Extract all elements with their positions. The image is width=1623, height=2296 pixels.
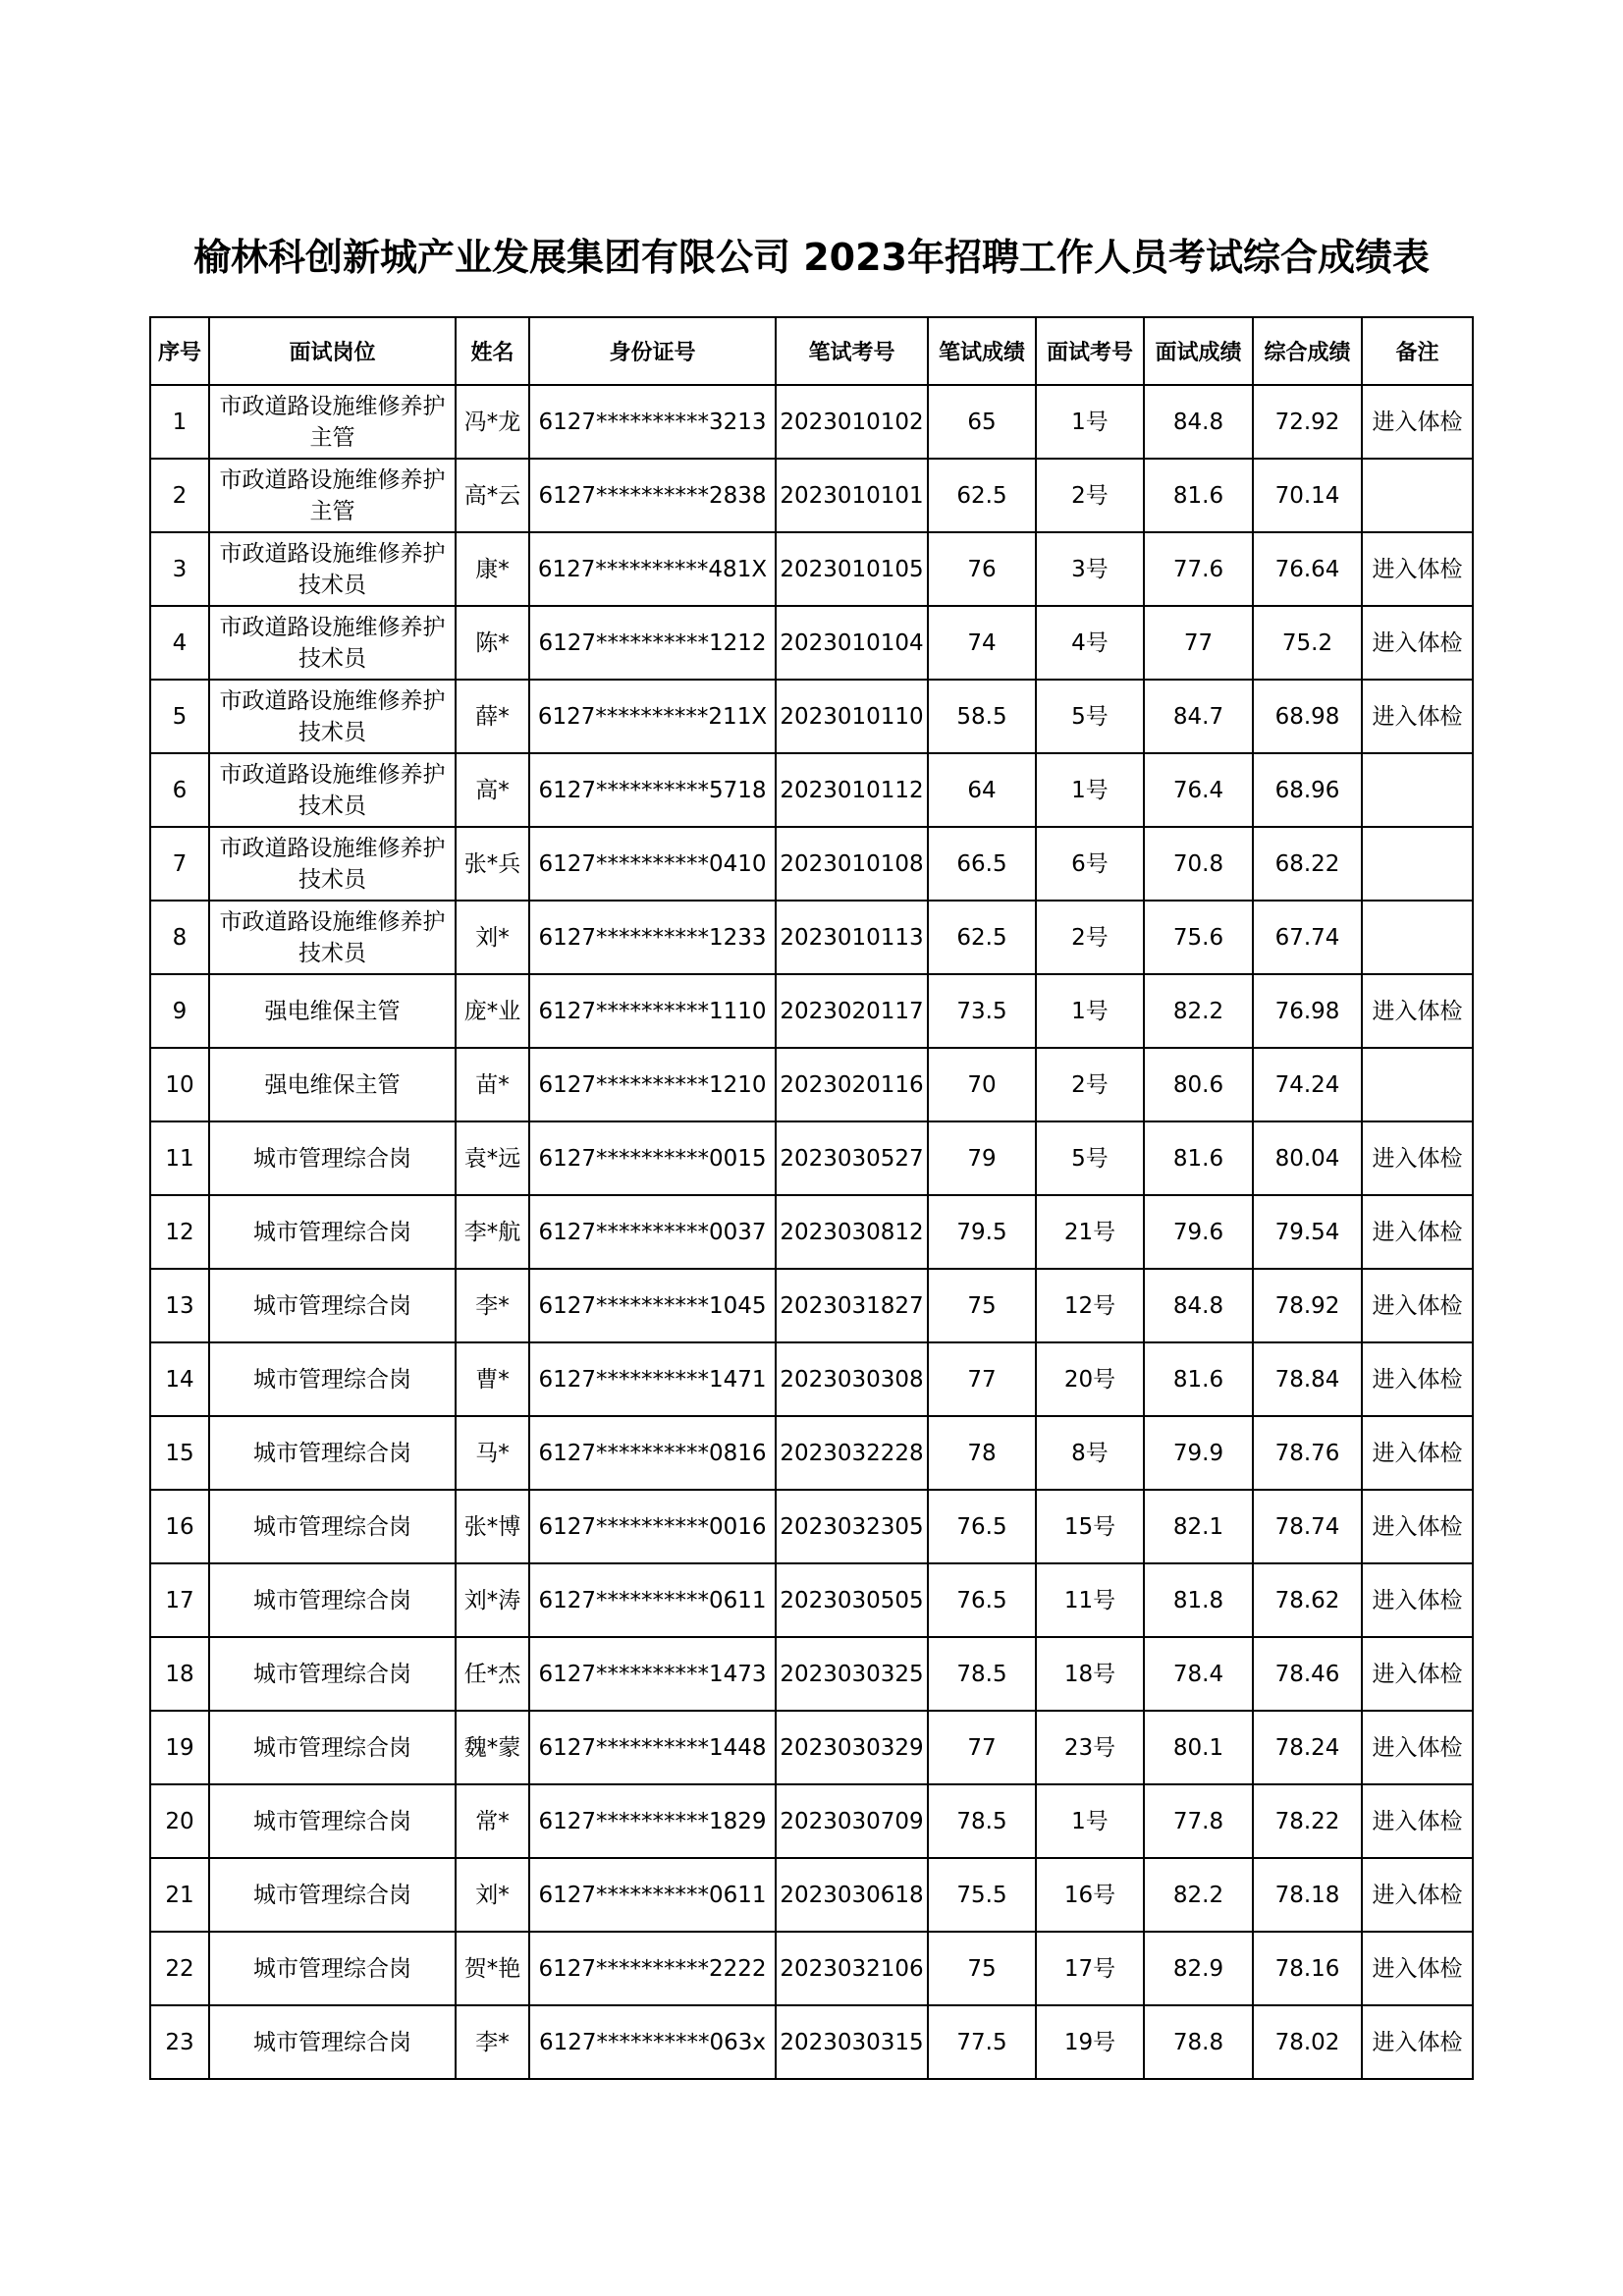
cell-name: 高* (456, 753, 529, 827)
cell-total-score: 75.2 (1253, 606, 1362, 680)
cell-interview-score: 77.8 (1144, 1784, 1253, 1858)
cell-interview-score: 81.6 (1144, 1342, 1253, 1416)
cell-position: 市政道路设施维修养护技术员 (209, 753, 456, 827)
table-row (150, 1342, 1473, 1416)
cell-interview-score: 76.4 (1144, 753, 1253, 827)
cell-interview-score: 82.1 (1144, 1490, 1253, 1563)
cell-interview-number: 20号 (1036, 1342, 1144, 1416)
cell-written-score: 78.5 (928, 1637, 1036, 1711)
cell-remarks: 进入体检 (1362, 1563, 1473, 1637)
cell-position: 城市管理综合岗 (209, 1490, 456, 1563)
cell-interview-score: 84.8 (1144, 1269, 1253, 1342)
cell-name: 高*云 (456, 459, 529, 532)
cell-written-exam-number: 2023030325 (776, 1637, 928, 1711)
cell-interview-score: 75.6 (1144, 901, 1253, 974)
cell-name: 魏*蒙 (456, 1711, 529, 1784)
cell-interview-score: 81.6 (1144, 459, 1253, 532)
cell-name: 常* (456, 1784, 529, 1858)
cell-seq: 13 (150, 1269, 209, 1342)
cell-total-score: 79.54 (1253, 1195, 1362, 1269)
cell-total-score: 78.62 (1253, 1563, 1362, 1637)
cell-interview-number: 21号 (1036, 1195, 1144, 1269)
cell-interview-number: 19号 (1036, 2005, 1144, 2079)
table-row (150, 974, 1473, 1048)
cell-position: 城市管理综合岗 (209, 1711, 456, 1784)
cell-written-exam-number: 2023032228 (776, 1416, 928, 1490)
cell-id-number: 6127**********063x (529, 2005, 776, 2079)
cell-total-score: 78.18 (1253, 1858, 1362, 1932)
cell-name: 张*博 (456, 1490, 529, 1563)
cell-total-score: 78.76 (1253, 1416, 1362, 1490)
cell-written-score: 77.5 (928, 2005, 1036, 2079)
cell-id-number: 6127**********0611 (529, 1858, 776, 1932)
cell-written-exam-number: 2023010101 (776, 459, 928, 532)
cell-written-score: 78 (928, 1416, 1036, 1490)
cell-seq: 22 (150, 1932, 209, 2005)
cell-remarks: 进入体检 (1362, 1416, 1473, 1490)
cell-id-number: 6127**********5718 (529, 753, 776, 827)
cell-interview-score: 77 (1144, 606, 1253, 680)
cell-total-score: 78.92 (1253, 1269, 1362, 1342)
cell-id-number: 6127**********3213 (529, 385, 776, 459)
cell-total-score: 78.46 (1253, 1637, 1362, 1711)
cell-seq: 14 (150, 1342, 209, 1416)
cell-name: 李* (456, 2005, 529, 2079)
cell-total-score: 67.74 (1253, 901, 1362, 974)
cell-written-score: 75.5 (928, 1858, 1036, 1932)
cell-seq: 11 (150, 1121, 209, 1195)
cell-written-score: 75 (928, 1932, 1036, 2005)
cell-interview-number: 17号 (1036, 1932, 1144, 2005)
cell-total-score: 68.98 (1253, 680, 1362, 753)
header-remarks: 备注 (1362, 317, 1473, 385)
cell-total-score: 70.14 (1253, 459, 1362, 532)
cell-interview-number: 2号 (1036, 459, 1144, 532)
cell-total-score: 78.74 (1253, 1490, 1362, 1563)
cell-written-score: 70 (928, 1048, 1036, 1121)
cell-remarks: 进入体检 (1362, 532, 1473, 606)
cell-written-exam-number: 2023030308 (776, 1342, 928, 1416)
cell-interview-score: 82.2 (1144, 1858, 1253, 1932)
cell-position: 市政道路设施维修养护技术员 (209, 901, 456, 974)
cell-id-number: 6127**********0016 (529, 1490, 776, 1563)
table-body (150, 385, 1473, 2079)
cell-written-exam-number: 2023010110 (776, 680, 928, 753)
cell-written-exam-number: 2023030812 (776, 1195, 928, 1269)
cell-interview-number: 12号 (1036, 1269, 1144, 1342)
cell-written-score: 78.5 (928, 1784, 1036, 1858)
cell-position: 城市管理综合岗 (209, 1342, 456, 1416)
cell-seq: 21 (150, 1858, 209, 1932)
cell-total-score: 74.24 (1253, 1048, 1362, 1121)
cell-remarks: 进入体检 (1362, 1342, 1473, 1416)
cell-interview-number: 5号 (1036, 1121, 1144, 1195)
cell-total-score: 76.98 (1253, 974, 1362, 1048)
table-row (150, 680, 1473, 753)
cell-position: 城市管理综合岗 (209, 1784, 456, 1858)
cell-interview-score: 79.9 (1144, 1416, 1253, 1490)
cell-total-score: 72.92 (1253, 385, 1362, 459)
cell-written-exam-number: 2023030329 (776, 1711, 928, 1784)
cell-seq: 23 (150, 2005, 209, 2079)
cell-seq: 1 (150, 385, 209, 459)
cell-remarks: 进入体检 (1362, 385, 1473, 459)
cell-remarks: 进入体检 (1362, 974, 1473, 1048)
cell-remarks: 进入体检 (1362, 1121, 1473, 1195)
cell-written-exam-number: 2023030505 (776, 1563, 928, 1637)
cell-position: 城市管理综合岗 (209, 1637, 456, 1711)
cell-total-score: 78.24 (1253, 1711, 1362, 1784)
cell-total-score: 78.16 (1253, 1932, 1362, 2005)
cell-name: 李*航 (456, 1195, 529, 1269)
cell-interview-score: 79.6 (1144, 1195, 1253, 1269)
table-row (150, 1269, 1473, 1342)
cell-position: 城市管理综合岗 (209, 1195, 456, 1269)
cell-written-score: 77 (928, 1342, 1036, 1416)
cell-interview-number: 1号 (1036, 385, 1144, 459)
cell-remarks: 进入体检 (1362, 1711, 1473, 1784)
cell-interview-score: 70.8 (1144, 827, 1253, 901)
table-row (150, 1784, 1473, 1858)
cell-written-exam-number: 2023010113 (776, 901, 928, 974)
table-row (150, 753, 1473, 827)
cell-id-number: 6127**********0037 (529, 1195, 776, 1269)
cell-position: 城市管理综合岗 (209, 1269, 456, 1342)
table-row (150, 385, 1473, 459)
cell-interview-number: 4号 (1036, 606, 1144, 680)
cell-written-score: 74 (928, 606, 1036, 680)
cell-seq: 6 (150, 753, 209, 827)
cell-id-number: 6127**********0816 (529, 1416, 776, 1490)
cell-remarks: 进入体检 (1362, 1858, 1473, 1932)
cell-interview-score: 80.6 (1144, 1048, 1253, 1121)
table-row (150, 1711, 1473, 1784)
cell-id-number: 6127**********211X (529, 680, 776, 753)
header-interview-number: 面试考号 (1036, 317, 1144, 385)
document-title: 榆林科创新城产业发展集团有限公司 2023年招聘工作人员考试综合成绩表 (193, 236, 1430, 279)
cell-total-score: 78.02 (1253, 2005, 1362, 2079)
cell-written-score: 77 (928, 1711, 1036, 1784)
cell-written-score: 62.5 (928, 901, 1036, 974)
cell-remarks: 进入体检 (1362, 2005, 1473, 2079)
cell-id-number: 6127**********1210 (529, 1048, 776, 1121)
cell-written-score: 62.5 (928, 459, 1036, 532)
cell-id-number: 6127**********2838 (529, 459, 776, 532)
cell-position: 市政道路设施维修养护技术员 (209, 532, 456, 606)
cell-position: 强电维保主管 (209, 1048, 456, 1121)
cell-total-score: 68.96 (1253, 753, 1362, 827)
cell-name: 李* (456, 1269, 529, 1342)
cell-interview-number: 11号 (1036, 1563, 1144, 1637)
table-row (150, 1637, 1473, 1711)
cell-position: 城市管理综合岗 (209, 1563, 456, 1637)
cell-written-score: 75 (928, 1269, 1036, 1342)
table-row (150, 1195, 1473, 1269)
cell-interview-number: 8号 (1036, 1416, 1144, 1490)
cell-position: 市政道路设施维修养护技术员 (209, 606, 456, 680)
cell-total-score: 78.84 (1253, 1342, 1362, 1416)
cell-interview-number: 1号 (1036, 1784, 1144, 1858)
table-row (150, 827, 1473, 901)
cell-interview-number: 1号 (1036, 974, 1144, 1048)
cell-written-score: 73.5 (928, 974, 1036, 1048)
cell-interview-score: 82.2 (1144, 974, 1253, 1048)
cell-name: 冯*龙 (456, 385, 529, 459)
cell-interview-number: 3号 (1036, 532, 1144, 606)
cell-written-exam-number: 2023010102 (776, 385, 928, 459)
header-name: 姓名 (456, 317, 529, 385)
cell-written-exam-number: 2023032106 (776, 1932, 928, 2005)
cell-name: 庞*业 (456, 974, 529, 1048)
cell-remarks (1362, 827, 1473, 901)
cell-interview-number: 2号 (1036, 901, 1144, 974)
cell-position: 市政道路设施维修养护技术员 (209, 827, 456, 901)
cell-position: 城市管理综合岗 (209, 1121, 456, 1195)
header-id-number: 身份证号 (529, 317, 776, 385)
cell-seq: 15 (150, 1416, 209, 1490)
cell-seq: 8 (150, 901, 209, 974)
cell-seq: 7 (150, 827, 209, 901)
cell-remarks: 进入体检 (1362, 606, 1473, 680)
cell-id-number: 6127**********0015 (529, 1121, 776, 1195)
cell-written-exam-number: 2023010108 (776, 827, 928, 901)
cell-written-score: 65 (928, 385, 1036, 459)
cell-name: 陈* (456, 606, 529, 680)
cell-remarks: 进入体检 (1362, 680, 1473, 753)
cell-name: 马* (456, 1416, 529, 1490)
cell-name: 任*杰 (456, 1637, 529, 1711)
cell-written-score: 76.5 (928, 1563, 1036, 1637)
cell-interview-score: 84.8 (1144, 385, 1253, 459)
cell-written-score: 64 (928, 753, 1036, 827)
cell-position: 市政道路设施维修养护技术员 (209, 680, 456, 753)
cell-total-score: 68.22 (1253, 827, 1362, 901)
cell-id-number: 6127**********1473 (529, 1637, 776, 1711)
cell-interview-number: 16号 (1036, 1858, 1144, 1932)
cell-interview-number: 6号 (1036, 827, 1144, 901)
cell-seq: 4 (150, 606, 209, 680)
cell-interview-score: 81.8 (1144, 1563, 1253, 1637)
cell-written-exam-number: 2023010104 (776, 606, 928, 680)
cell-written-exam-number: 2023030527 (776, 1121, 928, 1195)
table-row (150, 2005, 1473, 2079)
cell-remarks (1362, 901, 1473, 974)
cell-id-number: 6127**********1110 (529, 974, 776, 1048)
cell-written-score: 58.5 (928, 680, 1036, 753)
cell-name: 刘* (456, 901, 529, 974)
cell-seq: 20 (150, 1784, 209, 1858)
cell-name: 贺*艳 (456, 1932, 529, 2005)
cell-written-exam-number: 2023032305 (776, 1490, 928, 1563)
table-row (150, 1563, 1473, 1637)
cell-remarks (1362, 1048, 1473, 1121)
cell-id-number: 6127**********1212 (529, 606, 776, 680)
cell-name: 康* (456, 532, 529, 606)
cell-seq: 18 (150, 1637, 209, 1711)
cell-name: 曹* (456, 1342, 529, 1416)
cell-interview-number: 15号 (1036, 1490, 1144, 1563)
cell-seq: 5 (150, 680, 209, 753)
table-row (150, 1932, 1473, 2005)
cell-name: 刘* (456, 1858, 529, 1932)
cell-interview-score: 77.6 (1144, 532, 1253, 606)
table-row (150, 532, 1473, 606)
cell-total-score: 80.04 (1253, 1121, 1362, 1195)
cell-written-exam-number: 2023030315 (776, 2005, 928, 2079)
cell-seq: 17 (150, 1563, 209, 1637)
cell-interview-score: 78.8 (1144, 2005, 1253, 2079)
cell-written-score: 76 (928, 532, 1036, 606)
cell-position: 城市管理综合岗 (209, 1932, 456, 2005)
cell-remarks (1362, 753, 1473, 827)
cell-id-number: 6127**********1471 (529, 1342, 776, 1416)
cell-remarks: 进入体检 (1362, 1784, 1473, 1858)
cell-interview-score: 80.1 (1144, 1711, 1253, 1784)
cell-written-score: 76.5 (928, 1490, 1036, 1563)
cell-remarks: 进入体检 (1362, 1490, 1473, 1563)
cell-remarks: 进入体检 (1362, 1932, 1473, 2005)
cell-interview-number: 1号 (1036, 753, 1144, 827)
score-table (149, 316, 1474, 2080)
cell-name: 刘*涛 (456, 1563, 529, 1637)
cell-position: 市政道路设施维修养护主管 (209, 385, 456, 459)
cell-written-score: 79 (928, 1121, 1036, 1195)
cell-seq: 19 (150, 1711, 209, 1784)
cell-written-exam-number: 2023010112 (776, 753, 928, 827)
table-row (150, 1490, 1473, 1563)
header-position: 面试岗位 (209, 317, 456, 385)
cell-remarks (1362, 459, 1473, 532)
cell-seq: 9 (150, 974, 209, 1048)
header-seq: 序号 (150, 317, 209, 385)
cell-name: 苗* (456, 1048, 529, 1121)
cell-id-number: 6127**********1448 (529, 1711, 776, 1784)
cell-written-exam-number: 2023031827 (776, 1269, 928, 1342)
cell-interview-score: 84.7 (1144, 680, 1253, 753)
cell-id-number: 6127**********2222 (529, 1932, 776, 2005)
cell-name: 薛* (456, 680, 529, 753)
cell-seq: 12 (150, 1195, 209, 1269)
table-row (150, 1858, 1473, 1932)
cell-seq: 16 (150, 1490, 209, 1563)
cell-total-score: 76.64 (1253, 532, 1362, 606)
cell-remarks: 进入体检 (1362, 1195, 1473, 1269)
cell-written-exam-number: 2023020116 (776, 1048, 928, 1121)
cell-written-exam-number: 2023030709 (776, 1784, 928, 1858)
cell-interview-number: 5号 (1036, 680, 1144, 753)
cell-written-exam-number: 2023010105 (776, 532, 928, 606)
cell-written-exam-number: 2023020117 (776, 974, 928, 1048)
cell-id-number: 6127**********0611 (529, 1563, 776, 1637)
cell-position: 市政道路设施维修养护主管 (209, 459, 456, 532)
cell-id-number: 6127**********1233 (529, 901, 776, 974)
table-row (150, 901, 1473, 974)
cell-name: 袁*远 (456, 1121, 529, 1195)
table-row (150, 1416, 1473, 1490)
cell-interview-score: 81.6 (1144, 1121, 1253, 1195)
cell-id-number: 6127**********481X (529, 532, 776, 606)
table-row (150, 459, 1473, 532)
table-row (150, 606, 1473, 680)
cell-remarks: 进入体检 (1362, 1269, 1473, 1342)
header-written-exam-number: 笔试考号 (776, 317, 928, 385)
cell-id-number: 6127**********1045 (529, 1269, 776, 1342)
table-row (150, 1121, 1473, 1195)
cell-name: 张*兵 (456, 827, 529, 901)
cell-total-score: 78.22 (1253, 1784, 1362, 1858)
header-interview-score: 面试成绩 (1144, 317, 1253, 385)
cell-position: 城市管理综合岗 (209, 2005, 456, 2079)
cell-seq: 10 (150, 1048, 209, 1121)
cell-seq: 2 (150, 459, 209, 532)
cell-interview-number: 2号 (1036, 1048, 1144, 1121)
cell-interview-score: 78.4 (1144, 1637, 1253, 1711)
cell-position: 城市管理综合岗 (209, 1416, 456, 1490)
cell-written-score: 66.5 (928, 827, 1036, 901)
cell-interview-number: 23号 (1036, 1711, 1144, 1784)
table-row (150, 1048, 1473, 1121)
cell-interview-score: 82.9 (1144, 1932, 1253, 2005)
header-written-score: 笔试成绩 (928, 317, 1036, 385)
cell-position: 城市管理综合岗 (209, 1858, 456, 1932)
cell-seq: 3 (150, 532, 209, 606)
cell-written-exam-number: 2023030618 (776, 1858, 928, 1932)
cell-position: 强电维保主管 (209, 974, 456, 1048)
header-total-score: 综合成绩 (1253, 317, 1362, 385)
cell-remarks: 进入体检 (1362, 1637, 1473, 1711)
cell-id-number: 6127**********1829 (529, 1784, 776, 1858)
table-header-row (150, 317, 1473, 385)
cell-interview-number: 18号 (1036, 1637, 1144, 1711)
cell-id-number: 6127**********0410 (529, 827, 776, 901)
cell-written-score: 79.5 (928, 1195, 1036, 1269)
